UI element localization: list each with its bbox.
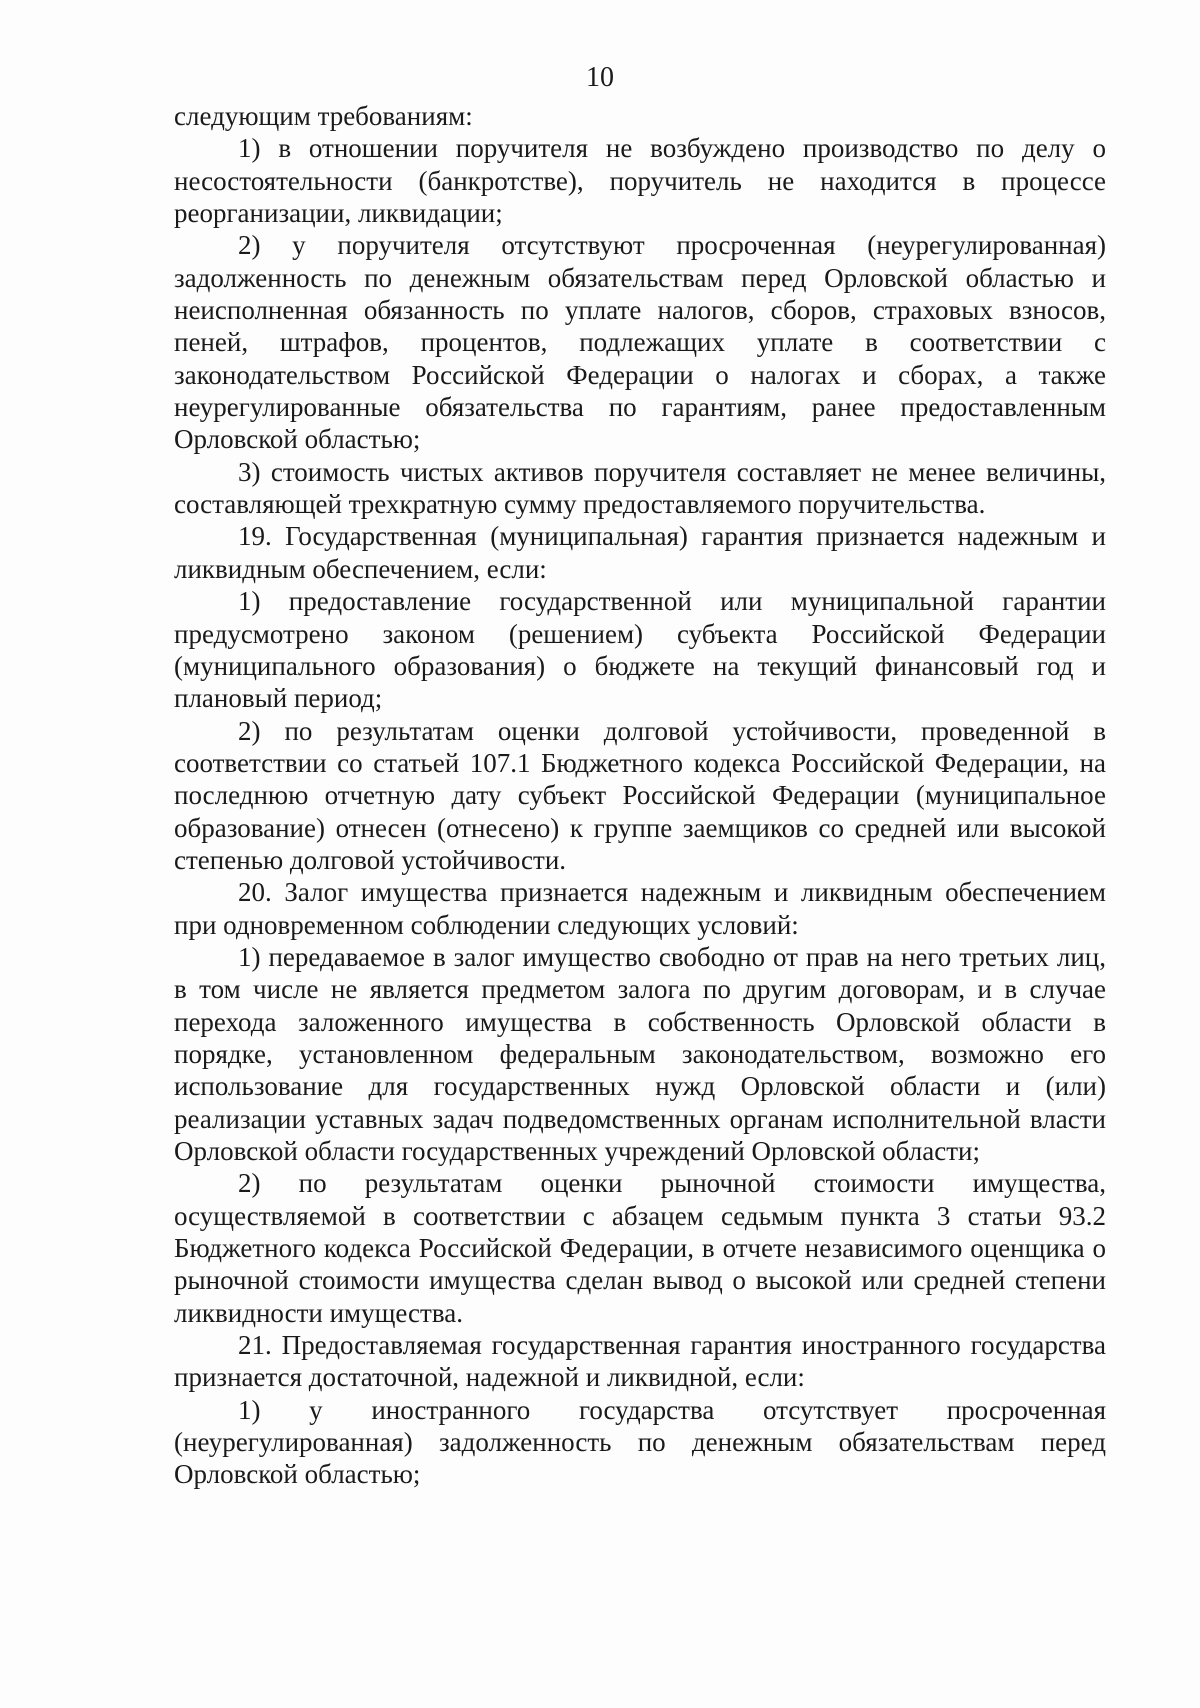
paragraph-item-21-condition-1: 1) у иностранного государства отсутствует просроченная (неурегулированная) задолженность по денежным обязательствам перед Орловской областью; — [174, 1394, 1106, 1490]
paragraph-item-19-condition-2: 2) по результатам оценки долговой устойчивости, проведенной в соответствии со статьей 107.1 Бюджетного кодекса Российской Федерации, на последнюю отчетную дату субъект Российской Федерации (муниципальное образование) отнесен (отнесено) к группе заемщиков со средней или высокой степенью долговой устойчивости. — [174, 715, 1106, 875]
paragraph-continuation: следующим требованиям: — [174, 101, 473, 131]
paragraph-item-20: 20. Залог имущества признается надежным и ликвидным обеспечением при одновременном соблюдении следующих условий: — [174, 877, 1106, 940]
paragraph-item-20-condition-2: 2) по результатам оценки рыночной стоимости имущества, осуществляемой в соответствии с абзацем седьмым пункта 3 статьи 93.2 Бюджетного кодекса Российской Федерации, в отчете независимого оценщика о рыночной стоимости имущества сделан вывод о высокой или средней степени ликвидности имущества. — [174, 1168, 1106, 1328]
page-number: 10 — [586, 62, 614, 93]
paragraph-item-19-condition-1: 1) предоставление государственной или муниципальной гарантии предусмотрено законом (решением) субъекта Российской Федерации (муниципального образования) о бюджете на текущий финансовый год и плановый период; — [174, 586, 1106, 714]
paragraph-item-21: 21. Предоставляемая государственная гарантия иностранного государства признается достаточной, надежной и ликвидной, если: — [174, 1330, 1106, 1393]
paragraph-guarantor-condition-3: 3) стоимость чистых активов поручителя составляет не менее величины, составляющей трехкратную сумму предоставляемого поручительства. — [174, 456, 1106, 520]
paragraph-guarantor-condition-2: 2) у поручителя отсутствуют просроченная (неурегулированная) задолженность по денежным обязательствам перед Орловской областью и неисполненная обязанность по уплате налогов, сборов, страховых взносов, пеней, штрафов, процентов, подлежащих уплате в соответствии с законодательством Российской Федерации о налогах и сборах, а также неурегулированные обязательства по гарантиям, ранее предоставленным Орловской областью; — [174, 230, 1106, 455]
paragraph-item-20-condition-1: 1) передаваемое в залог имущество свободно от прав на него третьих лиц, в том числе не является предметом залога по другим договорам, и в случае перехода заложенного имущества в собственность Орловской области в порядке, установленном федеральным законодательством, возможно его использование для государственных нужд Орловской области и (или) реализации уставных задач подведомственных органам исполнительной власти Орловской области государственных учреждений Орловской области; — [174, 941, 1106, 1166]
paragraph-guarantor-condition-1: 1) в отношении поручителя не возбуждено производство по делу о несостоятельности (банкротстве), поручитель не находится в процессе реорганизации, ликвидации; — [174, 133, 1106, 229]
paragraph-item-19: 19. Государственная (муниципальная) гарантия признается надежным и ликвидным обеспечением, если: — [174, 521, 1106, 584]
document-body — [174, 100, 1106, 1491]
